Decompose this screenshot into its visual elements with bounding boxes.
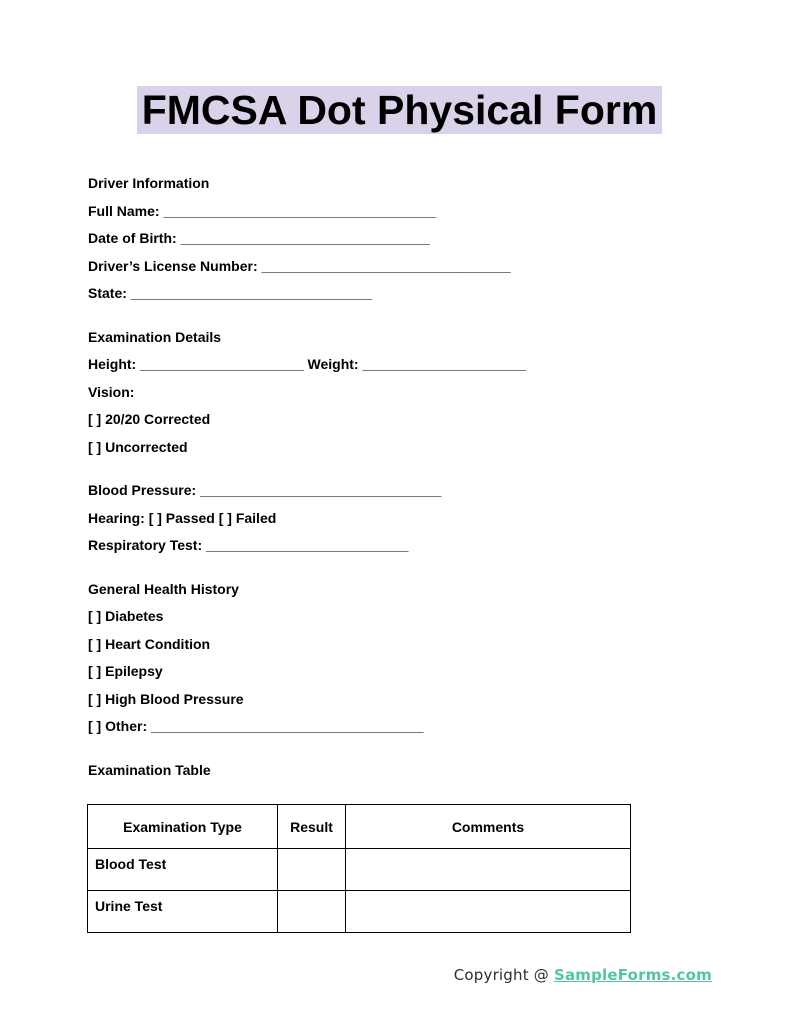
checkbox-option-hearing-failed: [ ] Failed [218, 509, 277, 526]
section-heading-driver-information: Driver Information [88, 175, 210, 191]
examination-table [87, 804, 631, 933]
field-row-full-name [88, 198, 799, 226]
field-row-state [88, 280, 799, 308]
date-of-birth-blank: ________________________________ [180, 230, 430, 246]
result-cell [278, 891, 346, 933]
form-title-row [0, 0, 799, 134]
form-body [88, 170, 799, 784]
field-row-respiratory-test [88, 532, 799, 560]
result-cell [278, 849, 346, 891]
respiratory-test-label: Respiratory Test: [88, 537, 203, 553]
section-heading-examination-table: Examination Table [88, 761, 211, 778]
checkbox-option-epilepsy: [ ] Epilepsy [88, 663, 163, 679]
exam-type-cell: Urine Test [88, 891, 278, 933]
height-label: Height: [88, 356, 137, 372]
weight-label: Weight: [307, 356, 359, 372]
date-of-birth-label: Date of Birth: [88, 230, 177, 246]
license-number-label: Driver’s License Number: [88, 257, 258, 274]
comments-cell [346, 849, 631, 891]
copyright-text: Copyright @ [453, 966, 549, 984]
checkbox-option-2020-corrected: [ ] 20/20 Corrected [88, 411, 211, 427]
table-header-comments: Comments [346, 805, 631, 849]
field-row-hearing [88, 505, 799, 533]
checkbox-option-diabetes: [ ] Diabetes [88, 608, 164, 624]
sampleforms-link[interactable]: SampleForms.com [553, 966, 712, 984]
table-header-examination-type: Examination Type [88, 805, 278, 849]
page-footer [0, 966, 799, 984]
field-row-height-weight [88, 351, 799, 379]
respiratory-test-blank: __________________________ [206, 537, 409, 553]
table-row-urine-test [88, 891, 631, 933]
license-number-blank: ________________________________ [261, 257, 511, 274]
full-name-label: Full Name: [88, 202, 160, 219]
comments-cell [346, 891, 631, 933]
section-heading-examination-details: Examination Details [88, 328, 222, 345]
blood-pressure-label: Blood Pressure: [88, 482, 197, 498]
blood-pressure-blank: _______________________________ [200, 482, 442, 498]
form-title: FMCSA Dot Physical Form [137, 86, 663, 134]
other-blank: ___________________________________ [151, 718, 424, 734]
full-name-blank: ___________________________________ [163, 202, 436, 219]
section-heading-general-health-history: General Health History [88, 580, 239, 597]
height-blank: _____________________ [140, 356, 304, 372]
field-row-date-of-birth [88, 225, 799, 253]
table-header-row [88, 805, 631, 849]
checkbox-option-heart-condition: [ ] Heart Condition [88, 635, 211, 652]
field-row-blood-pressure [88, 477, 799, 505]
exam-type-cell: Blood Test [88, 849, 278, 891]
field-row-other [88, 713, 799, 741]
checkbox-option-hearing-passed: [ ] Passed [148, 509, 215, 526]
vision-label: Vision: [88, 383, 135, 400]
state-blank: _______________________________ [130, 285, 373, 301]
weight-blank: _____________________ [362, 356, 526, 372]
table-header-result: Result [278, 805, 346, 849]
checkbox-option-high-blood-pressure: [ ] High Blood Pressure [88, 690, 244, 707]
other-checkbox-label: [ ] Other: [88, 718, 148, 734]
table-row-blood-test [88, 849, 631, 891]
field-row-license-number [88, 253, 799, 281]
hearing-label: Hearing: [88, 509, 145, 526]
checkbox-option-uncorrected: [ ] Uncorrected [88, 438, 188, 455]
state-label: State: [88, 285, 127, 301]
